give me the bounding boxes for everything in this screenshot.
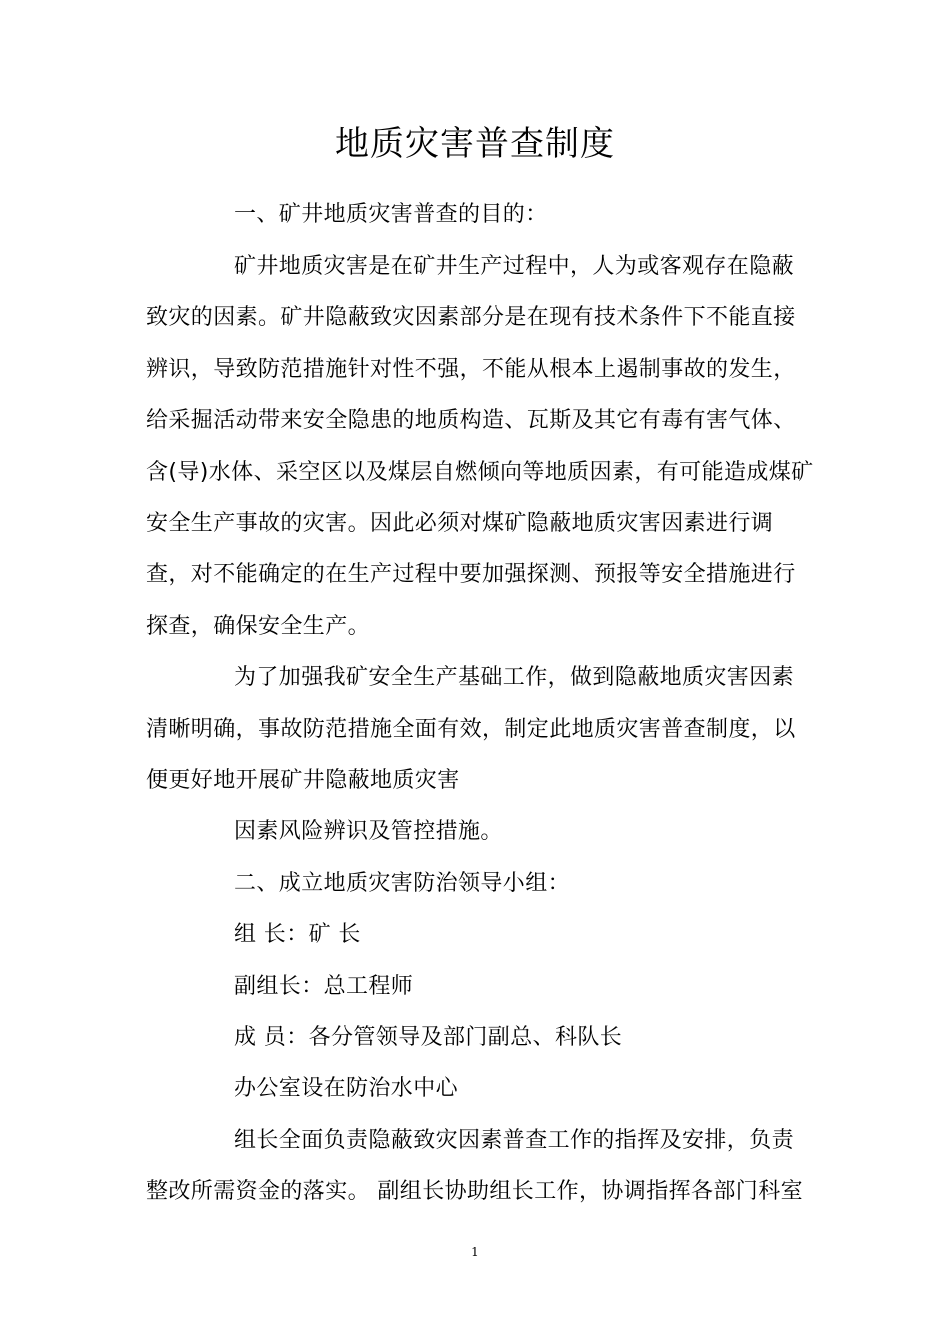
paragraph-line: 因素风险辨识及管控措施。 xyxy=(234,819,503,844)
paragraph-line: 辨识，导致防范措施针对性不强，不能从根本上遏制事故的发生， xyxy=(146,357,796,382)
paragraph-line: 清晰明确，事故防范措施全面有效，制定此地质灾害普查制度，以 xyxy=(146,717,796,742)
paragraph-line: 致灾的因素。矿井隐蔽致灾因素部分是在现有技术条件下不能直接 xyxy=(146,305,796,330)
deputy-leader-line: 副组长：总工程师 xyxy=(234,974,414,999)
paragraph-line: 安全生产事故的灾害。因此必须对煤矿隐蔽地质灾害因素进行调 xyxy=(146,511,774,536)
page-number: 1 xyxy=(471,1245,479,1259)
office-line: 办公室设在防治水中心 xyxy=(234,1076,459,1101)
paragraph-line: 为了加强我矿安全生产基础工作，做到隐蔽地质灾害因素 xyxy=(234,665,795,690)
paragraph-line: 矿井地质灾害是在矿井生产过程中，人为或客观存在隐蔽 xyxy=(234,254,795,279)
paragraph-line: 查，对不能确定的在生产过程中要加强探测、预报等安全措施进行 xyxy=(146,562,796,587)
paragraph-line: 整改所需资金的落实。 副组长协助组长工作，协调指挥各部门科室 xyxy=(146,1179,803,1204)
section-heading-purpose: 一、矿井地质灾害普查的目的： xyxy=(234,202,548,227)
paragraph-line: 含(导)水体、采空区以及煤层自燃倾向等地质因素，有可能造成煤矿 xyxy=(146,460,814,485)
section-heading-leadership: 二、成立地质灾害防治领导小组： xyxy=(234,871,571,896)
members-line: 成 员：各分管领导及部门副总、科队长 xyxy=(234,1025,623,1050)
page-title: 地质灾害普查制度 xyxy=(335,124,615,164)
paragraph-line: 便更好地开展矿井隐蔽地质灾害 xyxy=(146,768,460,793)
paragraph-line: 给采掘活动带来安全隐患的地质构造、瓦斯及其它有毒有害气体、 xyxy=(146,408,796,433)
leader-line: 组 长：矿 长 xyxy=(234,922,361,947)
paragraph-line: 探查，确保安全生产。 xyxy=(146,614,371,639)
paragraph-line: 组长全面负责隐蔽致灾因素普查工作的指挥及安排，负责 xyxy=(234,1128,795,1153)
